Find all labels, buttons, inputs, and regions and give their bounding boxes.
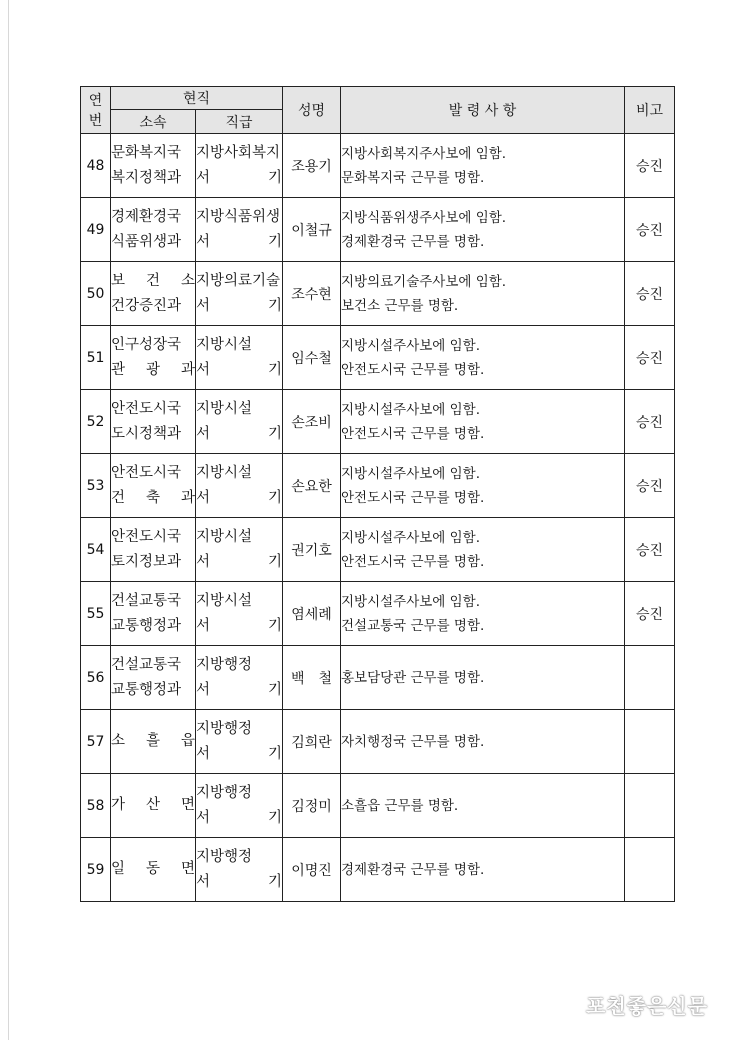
row-number: 51 [81, 326, 111, 390]
row-order-line2: 건설교통국 근무를 명함. [341, 617, 485, 634]
table-row [81, 262, 675, 326]
row-rank [196, 390, 283, 454]
row-rank [196, 326, 283, 390]
row-rank [196, 582, 283, 646]
row-name: 김정미 [283, 774, 341, 838]
row-rank [196, 198, 283, 262]
page-edge [8, 0, 9, 1040]
row-note: 승진 [625, 518, 675, 582]
row-affiliation-line1: 가 산 면 [111, 797, 195, 813]
row-order-line1: 지방시설주사보에 임함. [341, 401, 480, 418]
row-rank-line2: 서 기 [196, 489, 282, 506]
row-rank-line2: 서 기 [196, 617, 282, 634]
row-affiliation [111, 774, 196, 838]
table-row [81, 198, 675, 262]
row-order-line2: 문화복지국 근무를 명함. [341, 169, 485, 186]
row-note [625, 838, 675, 902]
row-name: 이철규 [283, 198, 341, 262]
row-rank-line2: 서 기 [196, 169, 282, 186]
row-number: 52 [81, 390, 111, 454]
row-affiliation-line1: 문화복지국 [111, 144, 182, 161]
row-rank-line1: 지방행정 [196, 656, 253, 673]
row-rank-line2: 서 기 [196, 873, 282, 890]
header-number-bottom: 번 [88, 113, 103, 129]
row-affiliation [111, 838, 196, 902]
row-name: 손요한 [283, 454, 341, 518]
row-order-line2: 보건소 근무를 명함. [341, 297, 459, 314]
row-order [341, 326, 625, 390]
row-rank [196, 262, 283, 326]
row-note [625, 646, 675, 710]
row-rank [196, 646, 283, 710]
row-note: 승진 [625, 326, 675, 390]
row-number: 57 [81, 710, 111, 774]
row-note: 승진 [625, 390, 675, 454]
row-order-line1: 지방의료기술주사보에 임함. [341, 273, 507, 290]
row-affiliation-line2: 건 축 과 [111, 489, 195, 506]
row-number: 48 [81, 134, 111, 198]
row-rank-line1: 지방시설 [196, 336, 253, 353]
row-affiliation-line2: 복지정책과 [111, 169, 182, 186]
row-order-line1: 지방시설주사보에 임함. [341, 465, 480, 482]
row-order [341, 710, 625, 774]
row-order [341, 518, 625, 582]
row-name: 권기호 [283, 518, 341, 582]
row-order-line2: 안전도시국 근무를 명함. [341, 553, 485, 570]
row-note: 승진 [625, 198, 675, 262]
header-affiliation: 소속 [111, 110, 196, 134]
row-affiliation-line1: 건설교통국 [111, 656, 182, 673]
header-name: 성명 [283, 87, 341, 134]
row-order [341, 454, 625, 518]
row-rank-line1: 지방행정 [196, 784, 253, 801]
row-affiliation [111, 710, 196, 774]
row-note [625, 774, 675, 838]
row-name: 이명진 [283, 838, 341, 902]
row-affiliation-line1: 안전도시국 [111, 528, 182, 545]
row-rank-line1: 지방시설 [196, 400, 253, 417]
row-rank-line2: 서 기 [196, 809, 282, 826]
row-affiliation-line2: 교통행정과 [111, 617, 182, 634]
row-order-line1: 홍보담당관 근무를 명함. [341, 669, 485, 686]
row-number: 56 [81, 646, 111, 710]
row-rank-line1: 지방의료기술 [196, 272, 281, 289]
header-number [81, 87, 111, 134]
row-order [341, 838, 625, 902]
row-affiliation-line1: 일 동 면 [111, 861, 195, 877]
row-rank-line2: 서 기 [196, 553, 282, 570]
row-order-line2: 안전도시국 근무를 명함. [341, 489, 485, 506]
row-rank-line2: 서 기 [196, 297, 282, 314]
row-affiliation-line2: 교통행정과 [111, 681, 182, 698]
row-rank-line1: 지방행정 [196, 720, 253, 737]
row-number: 58 [81, 774, 111, 838]
row-affiliation-line1: 건설교통국 [111, 592, 182, 609]
row-number: 59 [81, 838, 111, 902]
row-order-line1: 소흘읍 근무를 명함. [341, 797, 459, 814]
row-rank [196, 710, 283, 774]
table-row [81, 582, 675, 646]
row-note: 승진 [625, 454, 675, 518]
row-name: 백 철 [283, 646, 341, 710]
row-affiliation-line1: 안전도시국 [111, 400, 182, 417]
row-rank [196, 134, 283, 198]
row-note: 승진 [625, 262, 675, 326]
row-order [341, 646, 625, 710]
row-affiliation [111, 198, 196, 262]
table-row [81, 454, 675, 518]
row-number: 54 [81, 518, 111, 582]
row-rank-line1: 지방시설 [196, 528, 253, 545]
row-order-line1: 지방사회복지주사보에 임함. [341, 145, 507, 162]
header-number-top: 연 [88, 93, 103, 109]
row-affiliation-line1: 보 건 소 [111, 272, 195, 289]
row-rank-line2: 서 기 [196, 361, 282, 378]
row-order [341, 198, 625, 262]
row-order-line1: 지방시설주사보에 임함. [341, 593, 480, 610]
table-row [81, 710, 675, 774]
row-note: 승진 [625, 134, 675, 198]
row-note: 승진 [625, 582, 675, 646]
row-number: 55 [81, 582, 111, 646]
row-name: 김희란 [283, 710, 341, 774]
table-row [81, 326, 675, 390]
table-row [81, 774, 675, 838]
row-rank-line2: 서 기 [196, 745, 282, 762]
row-affiliation-line1: 경제환경국 [111, 208, 182, 225]
row-order [341, 582, 625, 646]
row-affiliation [111, 326, 196, 390]
row-order-line1: 자치행정국 근무를 명함. [341, 733, 485, 750]
row-affiliation-line2: 도시정책과 [111, 425, 182, 442]
header-row-1 [81, 87, 675, 110]
header-note: 비고 [625, 87, 675, 134]
table-row [81, 646, 675, 710]
row-affiliation-line2: 식품위생과 [111, 233, 182, 250]
row-name: 조용기 [283, 134, 341, 198]
row-order-line1: 지방식품위생주사보에 임함. [341, 209, 507, 226]
row-number: 53 [81, 454, 111, 518]
row-name: 조수현 [283, 262, 341, 326]
personnel-table [80, 86, 675, 902]
row-rank-line2: 서 기 [196, 681, 282, 698]
row-affiliation [111, 646, 196, 710]
table-row [81, 390, 675, 454]
row-name: 임수철 [283, 326, 341, 390]
row-order [341, 262, 625, 326]
row-affiliation-line2: 토지정보과 [111, 553, 182, 570]
table-row [81, 518, 675, 582]
row-order [341, 390, 625, 454]
row-order-line2: 안전도시국 근무를 명함. [341, 425, 485, 442]
row-rank [196, 838, 283, 902]
row-rank-line1: 지방사회복지 [196, 144, 281, 161]
row-rank-line1: 지방시설 [196, 464, 253, 481]
row-number: 49 [81, 198, 111, 262]
header-current-position: 현직 [111, 87, 283, 110]
row-order [341, 774, 625, 838]
row-rank-line1: 지방행정 [196, 848, 253, 865]
row-name: 염세례 [283, 582, 341, 646]
row-affiliation [111, 390, 196, 454]
row-note [625, 710, 675, 774]
row-affiliation-line1: 인구성장국 [111, 336, 182, 353]
row-name: 손조비 [283, 390, 341, 454]
row-order-line1: 지방시설주사보에 임함. [341, 529, 480, 546]
row-affiliation [111, 134, 196, 198]
row-rank-line1: 지방시설 [196, 592, 253, 609]
row-affiliation-line1: 안전도시국 [111, 464, 182, 481]
table-body [81, 134, 675, 902]
row-rank-line2: 서 기 [196, 233, 282, 250]
row-rank [196, 454, 283, 518]
row-affiliation-line2: 관 광 과 [111, 361, 195, 378]
row-affiliation [111, 518, 196, 582]
row-rank-line1: 지방식품위생 [196, 208, 281, 225]
row-order-line2: 안전도시국 근무를 명함. [341, 361, 485, 378]
row-order [341, 134, 625, 198]
row-affiliation [111, 262, 196, 326]
watermark: 포천좋은신문 [586, 994, 708, 1018]
row-order-line1: 경제환경국 근무를 명함. [341, 861, 485, 878]
header-order: 발 령 사 항 [341, 87, 625, 134]
row-number: 50 [81, 262, 111, 326]
row-order-line2: 경제환경국 근무를 명함. [341, 233, 485, 250]
row-rank-line2: 서 기 [196, 425, 282, 442]
row-affiliation [111, 454, 196, 518]
row-affiliation-line2: 건강증진과 [111, 297, 182, 314]
row-affiliation [111, 582, 196, 646]
row-order-line1: 지방시설주사보에 임함. [341, 337, 480, 354]
row-affiliation-line1: 소 흘 읍 [111, 733, 195, 749]
row-rank [196, 774, 283, 838]
table-row [81, 838, 675, 902]
table-row [81, 134, 675, 198]
row-rank [196, 518, 283, 582]
header-rank: 직급 [196, 110, 283, 134]
